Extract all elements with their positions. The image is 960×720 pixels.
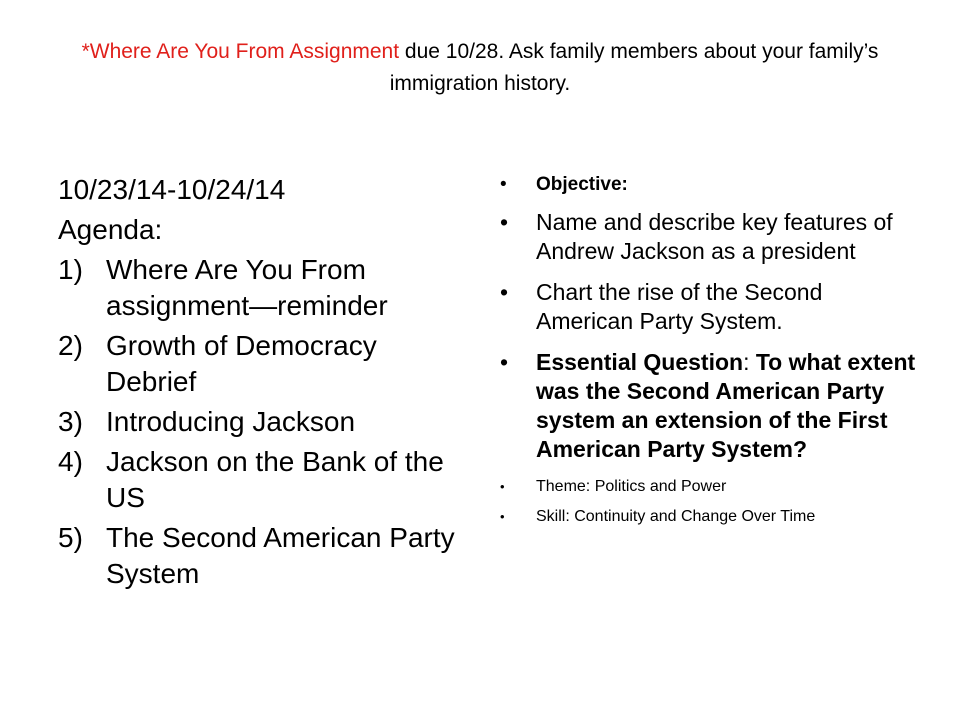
agenda-item-number: 2) xyxy=(58,330,83,361)
objective-item xyxy=(500,278,920,336)
agenda-item-text: The Second American Party System xyxy=(106,522,455,589)
objective-heading xyxy=(500,172,920,198)
agenda-item xyxy=(58,328,458,400)
agenda-item-text: Introducing Jackson xyxy=(106,406,356,437)
agenda-item-number: 1) xyxy=(58,254,83,285)
title-rest: due 10/28. Ask family members about your family’s immigration history. xyxy=(389,40,879,95)
agenda-list xyxy=(58,252,458,592)
objective-text: Name and describe key features of Andrew Jackson as a president xyxy=(536,209,893,264)
essential-question-text: To what extent was the Second American Party system an extension of the First American Party System? xyxy=(536,349,916,462)
objectives-column xyxy=(500,172,920,536)
skill-text: Skill: Continuity and Change Over Time xyxy=(536,508,816,525)
objective-item xyxy=(500,208,920,266)
skill-item xyxy=(500,506,920,528)
title-asterisk: * xyxy=(81,40,90,63)
bullet-icon: • xyxy=(500,509,505,524)
objective-label: Objective: xyxy=(536,174,628,195)
agenda-item-text: Growth of Democracy Debrief xyxy=(106,330,377,397)
theme-text: Theme: Politics and Power xyxy=(536,478,727,495)
essential-question xyxy=(500,348,920,464)
agenda-label: Agenda: xyxy=(58,214,163,245)
agenda-item-text: Where Are You From assignment—reminder xyxy=(106,254,388,321)
assignment-name: Where Are You From Assignment xyxy=(89,40,400,63)
agenda-item xyxy=(58,404,458,440)
theme-item xyxy=(500,476,920,498)
agenda-item-number: 5) xyxy=(58,522,83,553)
objectives-list xyxy=(500,172,920,528)
objective-text: Chart the rise of the Second American Party System. xyxy=(536,279,823,334)
agenda-item-number: 4) xyxy=(58,446,83,477)
agenda-item xyxy=(58,520,458,592)
essential-question-colon: : xyxy=(743,349,756,375)
agenda-item-number: 3) xyxy=(58,406,83,437)
agenda-item-text: Jackson on the Bank of the US xyxy=(106,446,444,513)
bullet-icon: • xyxy=(500,174,507,195)
date-range: 10/23/14-10/24/14 xyxy=(58,174,286,205)
bullet-icon: • xyxy=(500,209,509,235)
agenda-item xyxy=(58,252,458,324)
bullet-icon: • xyxy=(500,349,509,375)
agenda-item xyxy=(58,444,458,516)
agenda-column xyxy=(58,172,458,596)
essential-question-label: Essential Question xyxy=(536,349,744,375)
bullet-icon: • xyxy=(500,479,505,494)
bullet-icon: • xyxy=(500,279,509,305)
slide-title xyxy=(60,36,900,100)
